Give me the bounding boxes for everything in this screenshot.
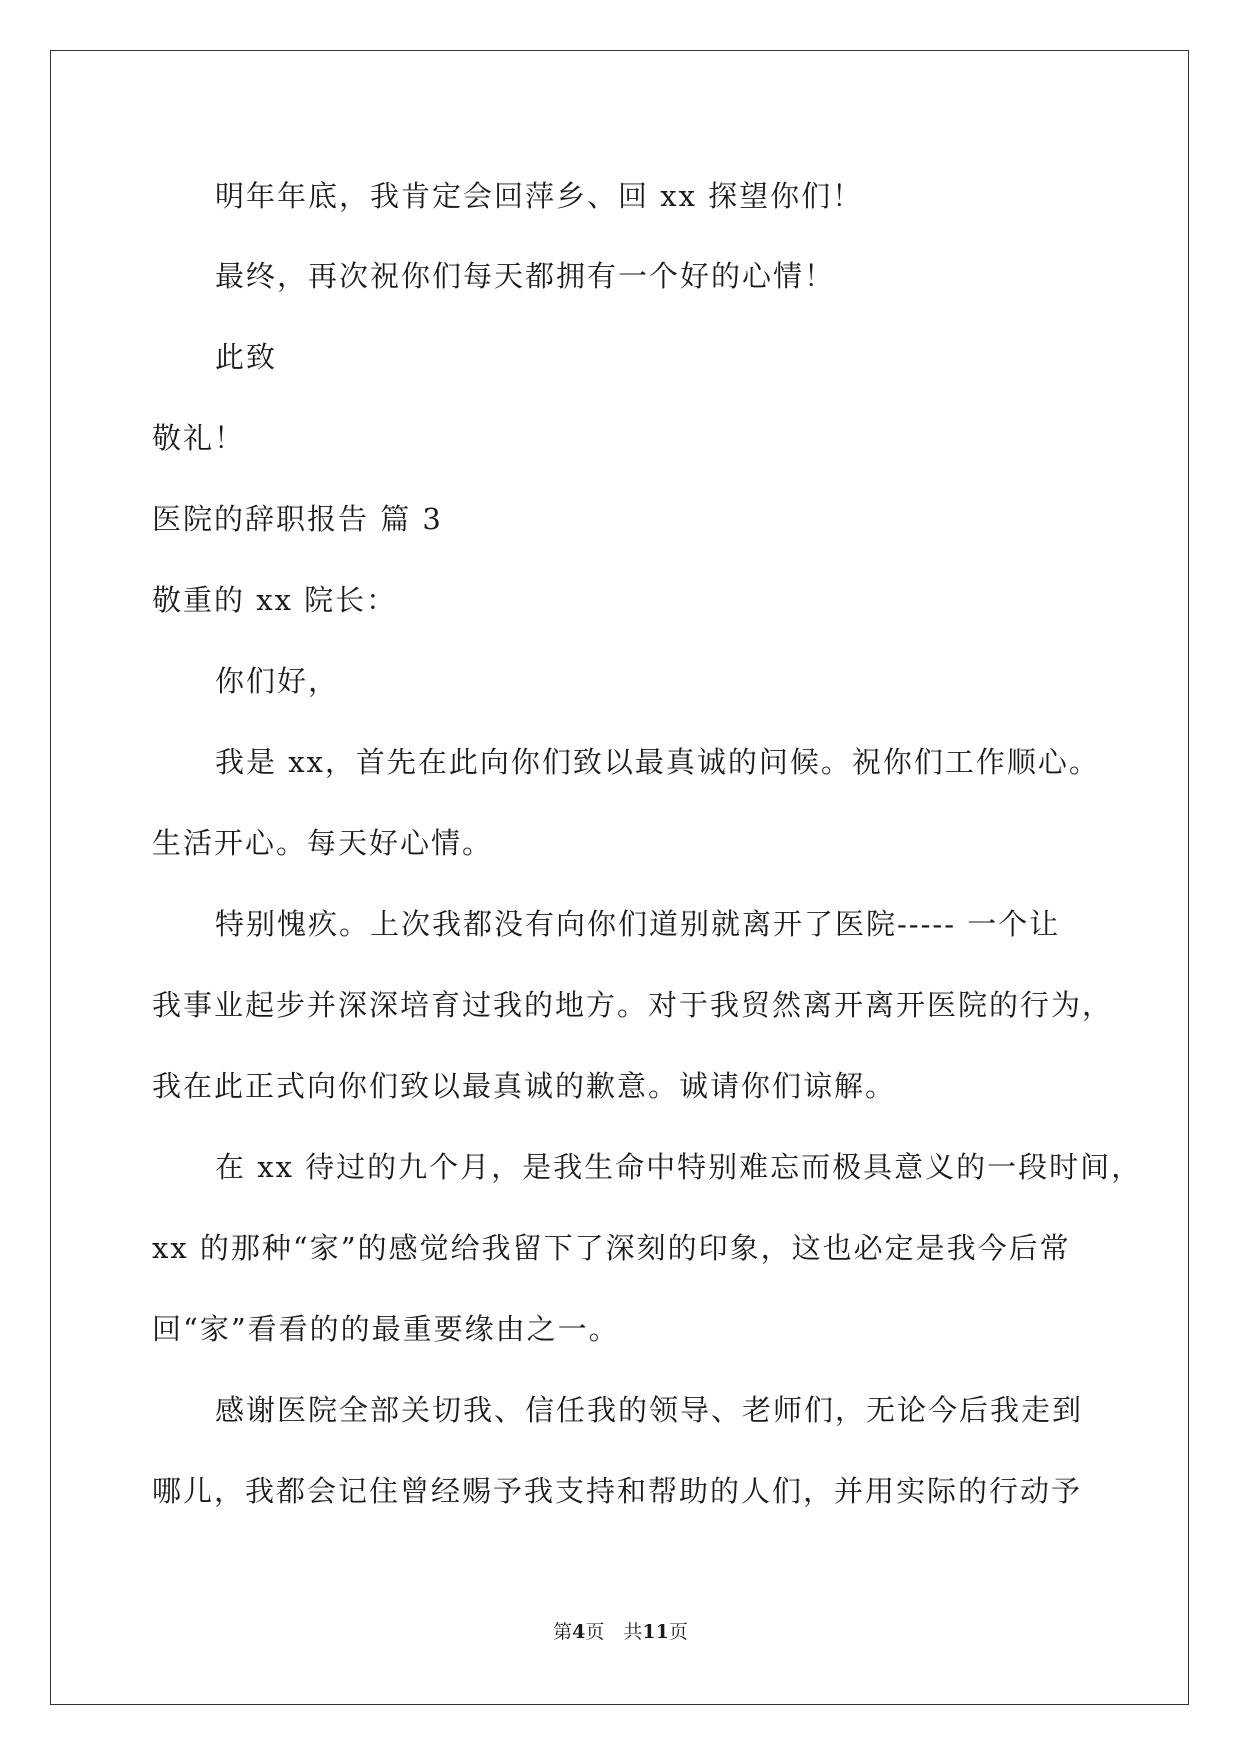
- paragraph-line: 明年年底，我肯定会回萍乡、回 xx 探望你们！: [215, 179, 864, 213]
- paragraph-line: xx 的那种“家”的感觉给我留下了深刻的印象，这也必定是我今后常: [152, 1231, 1071, 1265]
- paragraph-line: 我事业起步并深深培育过我的地方。对于我贸然离开离开医院的行为，: [152, 988, 1114, 1022]
- paragraph-line: 此致: [215, 340, 278, 374]
- paragraph-line: 在 xx 待过的九个月，是我生命中特别难忘而极具意义的一段时间，: [215, 1150, 1143, 1184]
- footer-suffix: 页: [668, 1621, 688, 1643]
- paragraph-line: 我在此正式向你们致以最真诚的歉意。诚请你们谅解。: [152, 1069, 897, 1103]
- paragraph-line: 特别愧疚。上次我都没有向你们道别就离开了医院----- 一个让: [215, 907, 1061, 941]
- total-pages-number: 11: [642, 1621, 669, 1643]
- current-page-number: 4: [572, 1621, 586, 1643]
- paragraph-line: 生活开心。每天好心情。: [152, 826, 494, 860]
- page-footer: [0, 1620, 1241, 1644]
- page-border: [50, 50, 1189, 1705]
- paragraph-line: 最终，再次祝你们每天都拥有一个好的心情！: [215, 259, 836, 293]
- paragraph-line: 感谢医院全部关切我、信任我的领导、老师们，无论今后我走到: [215, 1393, 1084, 1427]
- closing-salutation: 敬礼！: [152, 421, 246, 455]
- paragraph-line: 哪儿，我都会记住曾经赐予我支持和帮助的人们，并用实际的行动予: [152, 1474, 1083, 1508]
- paragraph-line: 你们好，: [215, 664, 340, 698]
- paragraph-line: 我是 xx，首先在此向你们致以最真诚的问候。祝你们工作顺心。: [215, 745, 1100, 779]
- footer-mid: 页 共: [585, 1621, 643, 1643]
- section-heading: 医院的辞职报告 篇 3: [152, 502, 443, 536]
- greeting-line: 敬重的 xx 院长：: [152, 583, 398, 617]
- footer-prefix: 第: [553, 1621, 573, 1643]
- paragraph-line: 回“家”看看的的最重要缘由之一。: [152, 1312, 620, 1346]
